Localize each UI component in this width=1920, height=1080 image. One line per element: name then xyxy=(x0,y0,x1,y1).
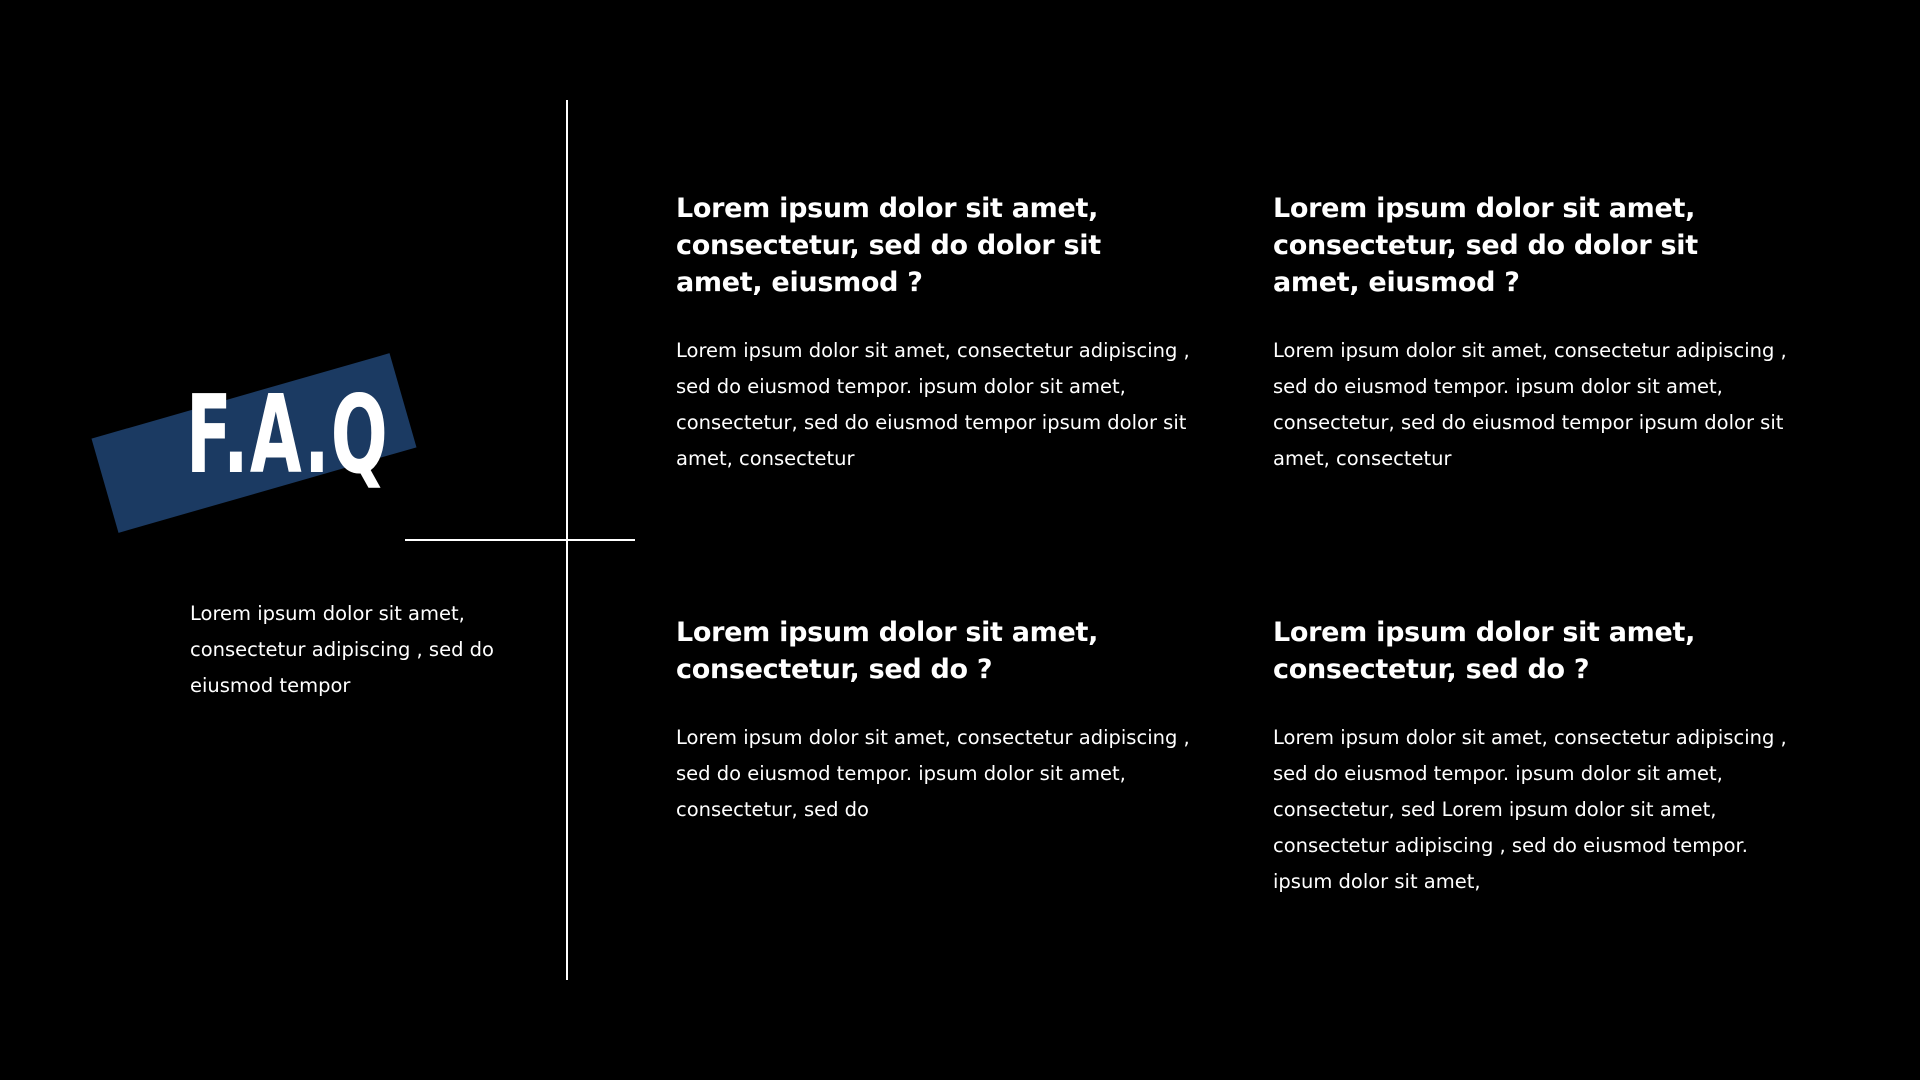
faq-answer: Lorem ipsum dolor sit amet, consectetur adipiscing , sed do eiusmod tempor. ipsum dolor sit amet, consectetur, sed Lorem ipsum dolor sit amet, consectetur adipiscing , sed do eiusmod tempor. ipsum dolor sit amet, xyxy=(1273,726,1787,893)
faq-answer: Lorem ipsum dolor sit amet, consectetur adipiscing , sed do eiusmod tempor. ipsum dolor sit amet, consectetur, sed do xyxy=(676,726,1190,821)
faq-question: Lorem ipsum dolor sit amet, consectetur, sed do dolor sit amet, eiusmod ? xyxy=(1273,193,1698,298)
page-title: F.A.Q xyxy=(186,373,389,498)
faq-item xyxy=(1273,614,1793,900)
faq-question: Lorem ipsum dolor sit amet, consectetur, sed do ? xyxy=(676,617,1099,685)
faq-item xyxy=(1273,190,1793,477)
faq-item xyxy=(676,190,1196,477)
faq-answer: Lorem ipsum dolor sit amet, consectetur adipiscing , sed do eiusmod tempor. ipsum dolor sit amet, consectetur, sed do eiusmod tempor ipsum dolor sit amet, consectetur xyxy=(1273,339,1787,470)
faq-question: Lorem ipsum dolor sit amet, consectetur, sed do ? xyxy=(1273,617,1696,685)
faq-answer: Lorem ipsum dolor sit amet, consectetur adipiscing , sed do eiusmod tempor. ipsum dolor sit amet, consectetur, sed do eiusmod tempor ipsum dolor sit amet, consectetur xyxy=(676,339,1190,470)
horizontal-divider xyxy=(405,539,635,541)
faq-item xyxy=(676,614,1196,828)
intro-text: Lorem ipsum dolor sit amet, consectetur adipiscing , sed do eiusmod tempor xyxy=(190,602,494,697)
faq-question: Lorem ipsum dolor sit amet, consectetur, sed do dolor sit amet, eiusmod ? xyxy=(676,193,1101,298)
